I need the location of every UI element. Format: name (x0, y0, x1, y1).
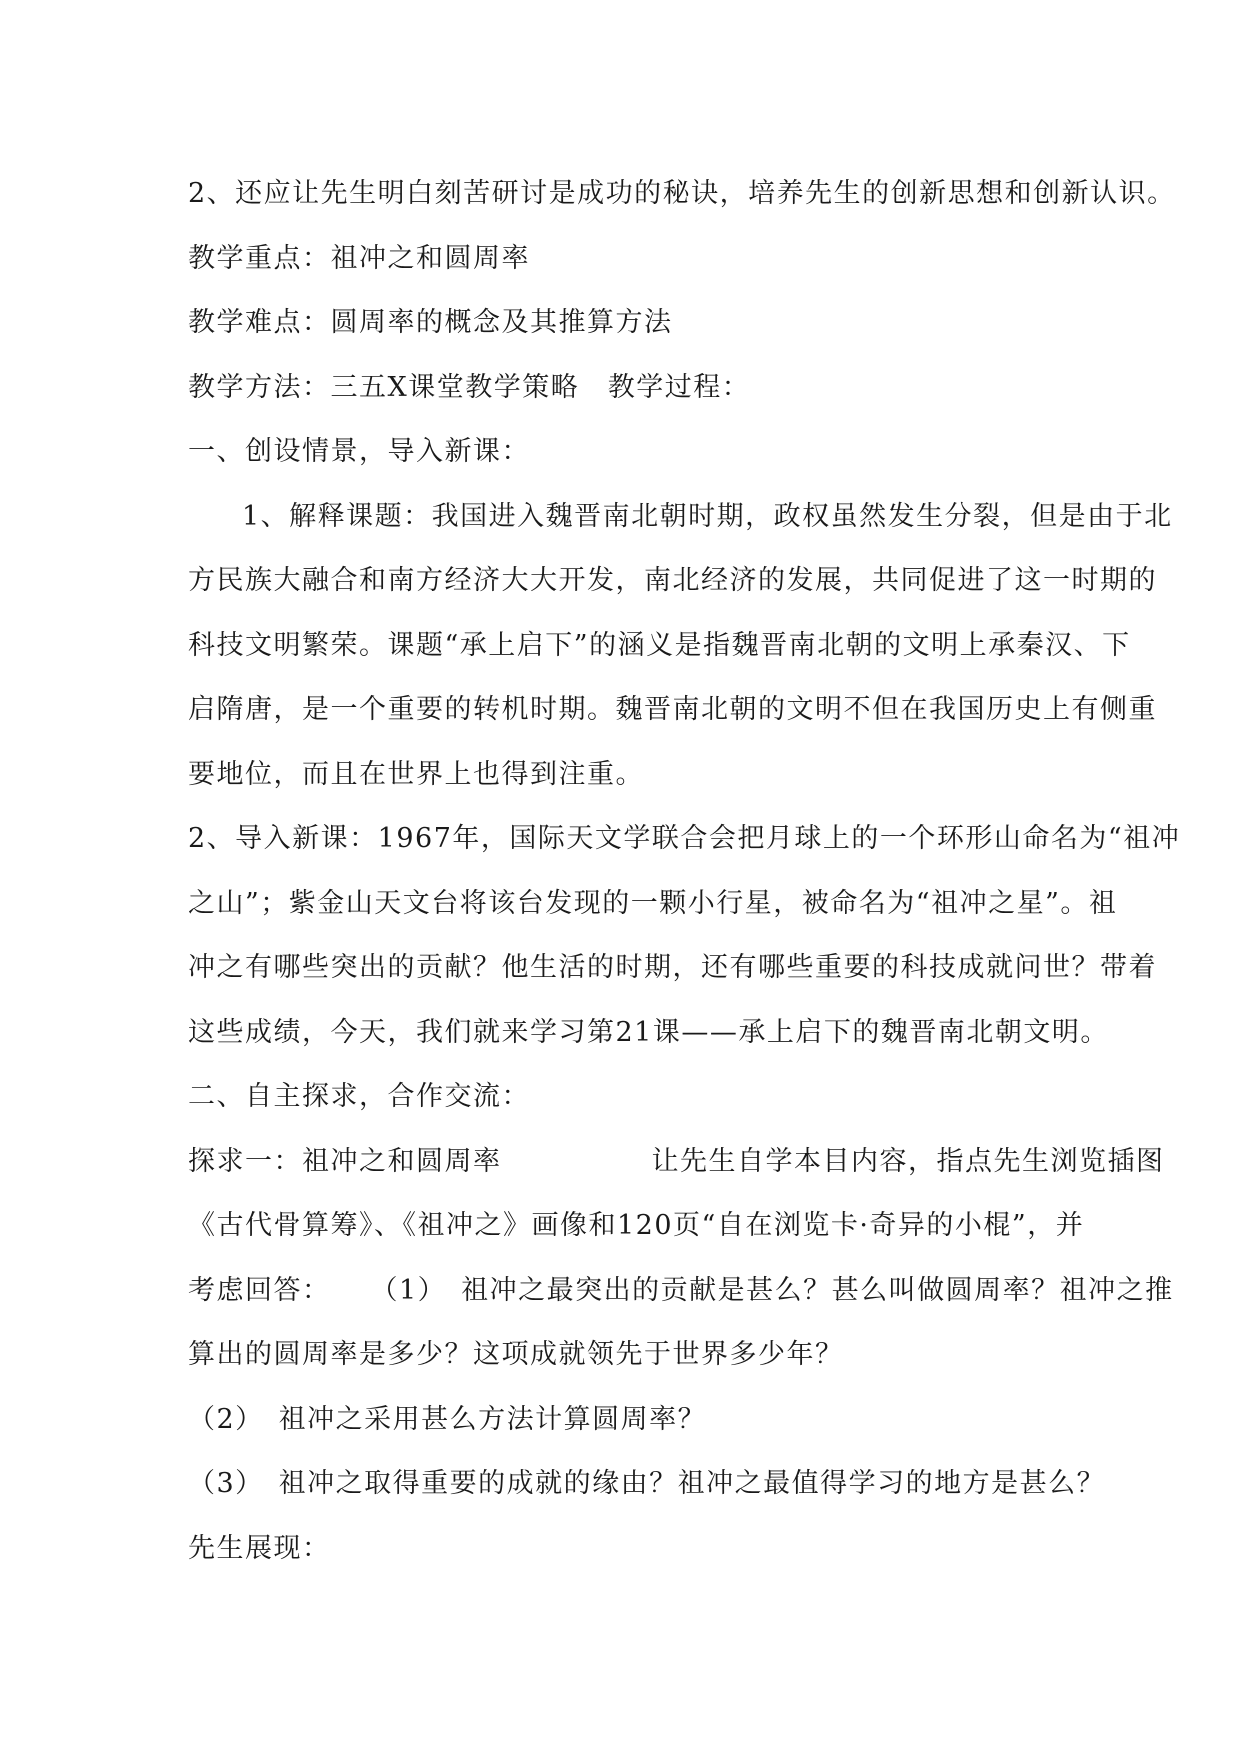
section-heading-one: 一、创设情景，导入新课： (188, 436, 530, 467)
paragraph-line: 1、解释课题：我国进入魏晋南北朝时期，政权虽然发生分裂，但是由于北 (242, 500, 1173, 532)
paragraph-line: 《古代骨算筹》、《祖冲之》画像和120页“自在浏览卡·奇异的小棍”，并 (188, 1210, 1085, 1241)
section-heading-two: 二、自主探求，合作交流： (188, 1081, 530, 1112)
question-one: （1） 祖冲之最突出的贡献是甚么？甚么叫做圆周率？祖冲之推 (370, 1274, 1174, 1306)
teaching-difficulty: 教学难点：圆周率的概念及其推算方法 (188, 307, 673, 338)
paragraph-line: 2、导入新课：1967年，国际天文学联合会把月球上的一个环形山命名为“祖冲 (188, 823, 1181, 854)
teaching-focus: 教学重点：祖冲之和圆周率 (188, 242, 530, 274)
paragraph-line (188, 1130, 1218, 1195)
question-two: （2） 祖冲之采用甚么方法计算圆周率？ (188, 1403, 707, 1435)
document-page (188, 162, 1218, 1581)
paragraph-line: 启隋唐，是一个重要的转机时期。魏晋南北朝的文明不但在我国历史上有侧重 (188, 694, 1157, 725)
inquiry-one-title: 探求一：祖冲之和圆周率 (188, 1145, 502, 1177)
paragraph-line: 科技文明繁荣。课题“承上启下”的涵义是指魏晋南北朝的文明上承秦汉、下 (188, 629, 1131, 661)
teaching-method: 教学方法：三五X课堂教学策略 教学过程： (188, 371, 751, 403)
paragraph-line: 2、还应让先生明白刻苦研讨是成功的秘诀，培养先生的创新思想和创新认识。 (188, 178, 1176, 209)
paragraph-line: 之山”；紫金山天文台将该台发现的一颗小行星，被命名为“祖冲之星”。祖 (188, 887, 1118, 919)
paragraph-line: 这些成绩，今天，我们就来学习第21课——承上启下的魏晋南北朝文明。 (188, 1016, 1109, 1048)
paragraph-line (188, 1259, 1218, 1324)
paragraph-line: 要地位，而且在世界上也得到注重。 (188, 758, 644, 790)
paragraph-line: 方民族大融合和南方经济大大开发，南北经济的发展，共同促进了这一时期的 (188, 565, 1157, 596)
paragraph-line: 冲之有哪些突出的贡献？他生活的时期，还有哪些重要的科技成就问世？带着 (188, 952, 1157, 983)
inquiry-one-instruction: 让先生自学本目内容，指点先生浏览插图 (651, 1145, 1165, 1177)
question-three: （3） 祖冲之取得重要的成就的缘由？祖冲之最值得学习的地方是甚么？ (188, 1468, 1106, 1499)
consider-answer-label: 考虑回答： (188, 1274, 331, 1306)
student-presentation-label: 先生展现： (188, 1532, 331, 1564)
paragraph-line: 算出的圆周率是多少？这项成就领先于世界多少年？ (188, 1339, 844, 1370)
